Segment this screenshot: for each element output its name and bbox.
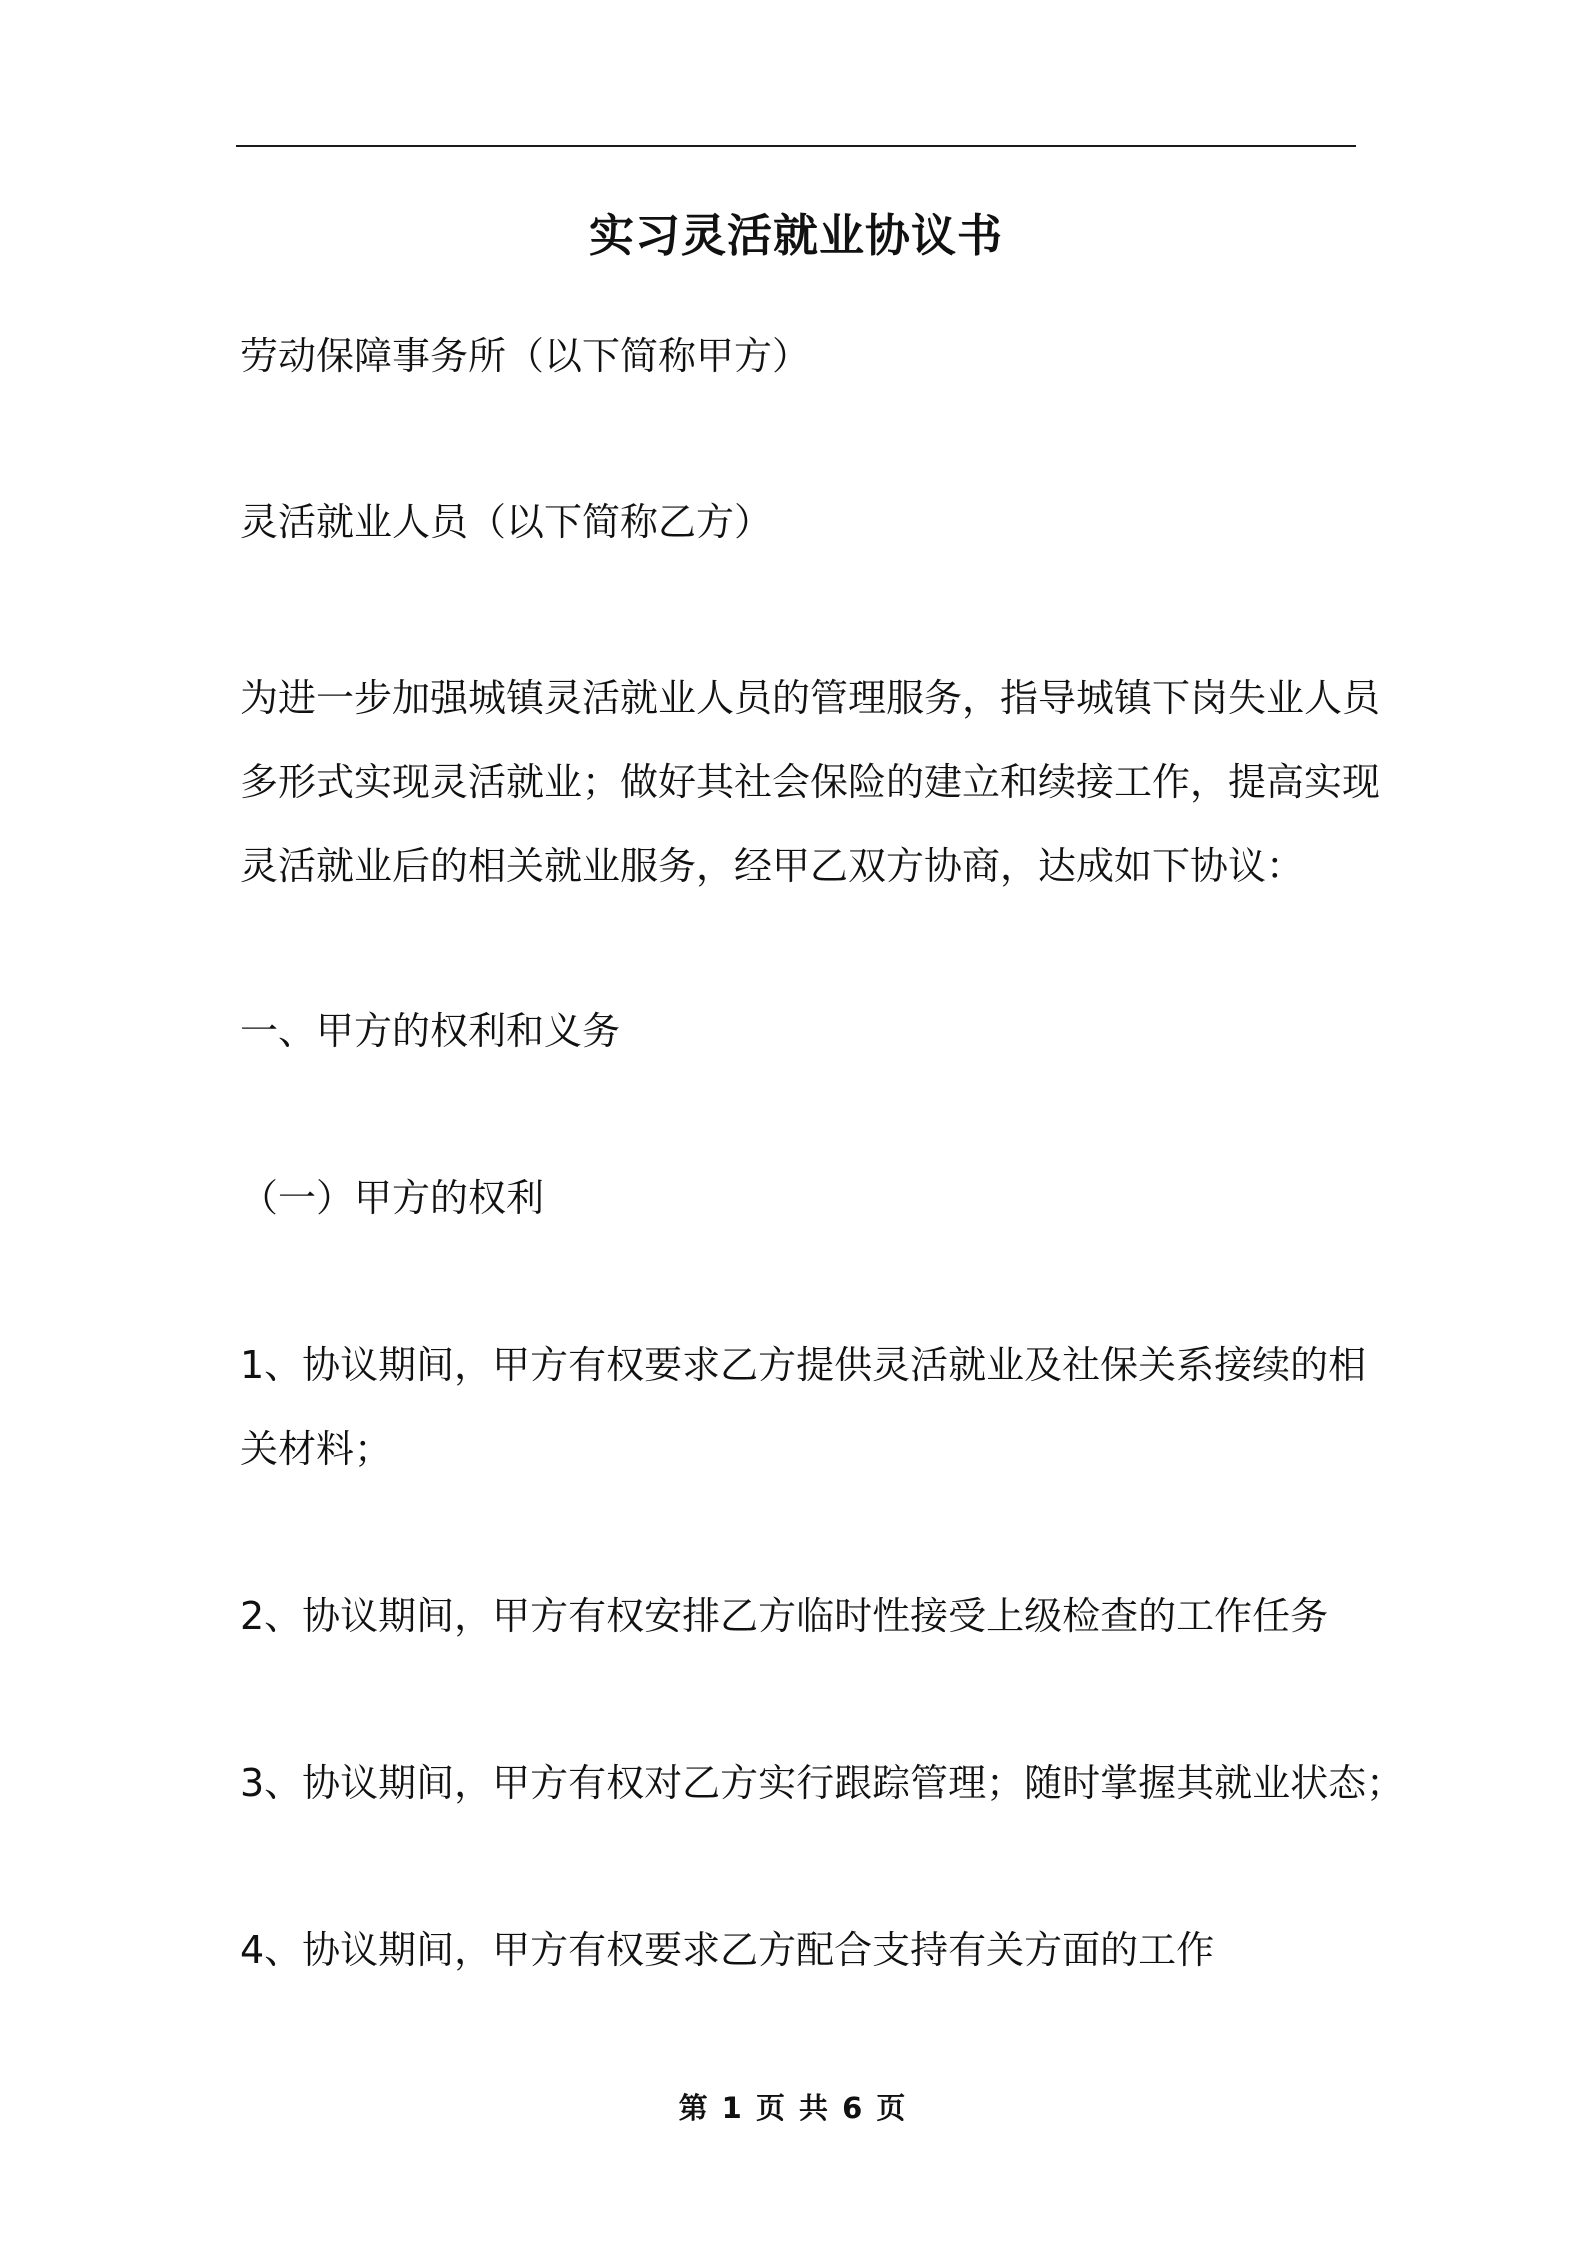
subsection-1-heading: （一）甲方的权利 [240,1176,545,1220]
header-rule [236,145,1356,147]
preamble-paragraph [240,656,1380,908]
section-1-heading: 一、甲方的权利和义务 [240,1009,621,1053]
item-1 [240,1323,1380,1491]
preamble-line: 多形式实现灵活就业；做好其社会保险的建立和续接工作，提高实现 [240,760,1381,804]
item-4: 4、协议期间，甲方有权要求乙方配合支持有关方面的工作 [240,1928,1215,1972]
item-3: 3、协议期间，甲方有权对乙方实行跟踪管理；随时掌握其就业状态； [240,1761,1405,1805]
party-b-line: 灵活就业人员（以下简称乙方） [240,500,773,544]
item-1-line: 1、协议期间，甲方有权要求乙方提供灵活就业及社保关系接续的相 [240,1343,1367,1387]
document-title: 实习灵活就业协议书 [588,209,1003,262]
item-2: 2、协议期间，甲方有权安排乙方临时性接受上级检查的工作任务 [240,1594,1329,1638]
preamble-line: 灵活就业后的相关就业服务，经甲乙双方协商，达成如下协议： [240,844,1305,888]
party-a-line: 劳动保障事务所（以下简称甲方） [240,334,811,378]
preamble-line: 为进一步加强城镇灵活就业人员的管理服务，指导城镇下岗失业人员 [240,676,1381,720]
page-indicator: 第 1 页 共 6 页 [678,2091,908,2125]
item-1-line: 关材料； [240,1427,393,1471]
